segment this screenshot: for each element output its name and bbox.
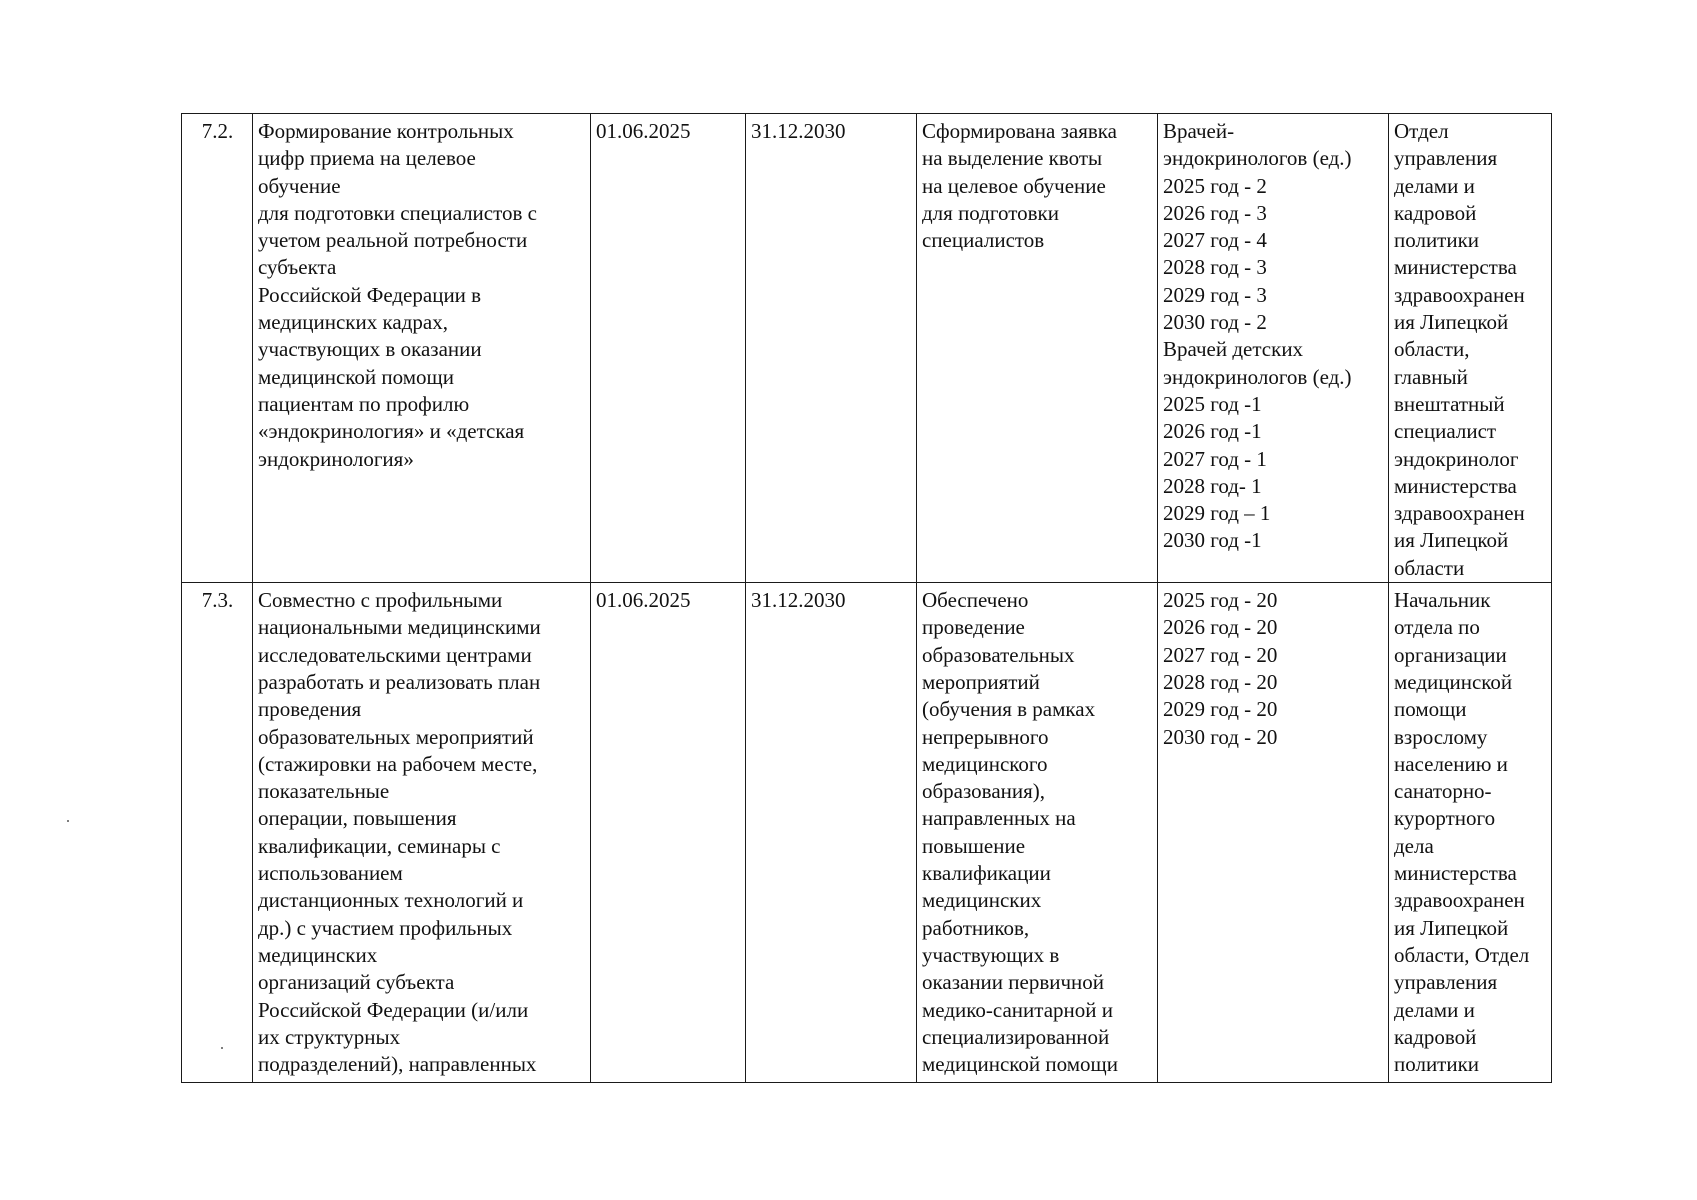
text-line: образовательных <box>922 642 1075 667</box>
responsible-party <box>1389 114 1552 583</box>
text-line: ия Липецкой <box>1394 528 1509 553</box>
text-line: делами и <box>1394 173 1475 198</box>
text-line: пациентам по профилю <box>258 391 470 416</box>
text-line: (обучения в рамках <box>922 697 1096 722</box>
text-line: санаторно- <box>1394 779 1492 804</box>
text-line: специалистов <box>922 228 1045 253</box>
text-line: на выделение квоты <box>922 146 1103 171</box>
text-line: 2026 год - 20 <box>1163 615 1278 640</box>
text-line: участвующих в <box>922 942 1060 967</box>
text-line: Начальник <box>1394 588 1491 613</box>
text-line: медицинской <box>1394 669 1513 694</box>
text-line: на целевое обучение <box>922 173 1106 198</box>
action-plan-table <box>181 113 1552 1083</box>
text-line: «эндокринология» и «детская <box>258 419 525 444</box>
text-line: проведение <box>922 615 1025 640</box>
start-date: 01.06.2025 <box>591 114 746 583</box>
text-line: взрослому <box>1394 724 1488 749</box>
text-line: проведения <box>258 697 362 722</box>
text-line: их структурных <box>258 1024 401 1049</box>
text-line: субъекта <box>258 255 337 280</box>
text-line: 2030 год - 2 <box>1163 310 1267 335</box>
expected-result <box>917 583 1158 1083</box>
text-line: 2029 год - 20 <box>1163 697 1278 722</box>
target-indicators <box>1158 114 1389 583</box>
text-line: обучение <box>258 173 341 198</box>
text-line: помощи <box>1394 697 1467 722</box>
text-line: внештатный <box>1394 391 1505 416</box>
text-line: кадровой <box>1394 200 1477 225</box>
text-line: учетом реальной потребности <box>258 228 528 253</box>
text-line: управления <box>1394 146 1498 171</box>
text-line: главный <box>1394 364 1468 389</box>
text-line: операции, повышения <box>258 806 457 831</box>
text-line: использованием <box>258 861 403 886</box>
text-line: Врачей- <box>1163 119 1235 143</box>
text-line: дистанционных технологий и <box>258 888 524 913</box>
text-line: 2029 год – 1 <box>1163 501 1271 526</box>
text-line: специалист <box>1394 419 1497 444</box>
text-line: организации <box>1394 642 1507 667</box>
text-line: ия Липецкой <box>1394 310 1509 335</box>
text-line: эндокринологов (ед.) <box>1163 364 1352 389</box>
text-line: населению и <box>1394 751 1508 776</box>
text-line: министерства <box>1394 473 1517 498</box>
text-line: 2027 год - 1 <box>1163 446 1267 471</box>
text-line: показательные <box>258 779 390 804</box>
text-line: эндокринологов (ед.) <box>1163 146 1352 171</box>
text-line: мероприятий <box>922 669 1040 694</box>
text-line: цифр приема на целевое <box>258 146 476 171</box>
text-line: 2025 год -1 <box>1163 391 1262 416</box>
text-line: участвующих в оказании <box>258 337 482 362</box>
text-line: Сформирована заявка <box>922 119 1117 143</box>
text-line: др.) с участием профильных <box>258 915 513 940</box>
task-description <box>253 114 591 583</box>
text-line: медицинских <box>922 888 1042 913</box>
text-line: 2028 год - 3 <box>1163 255 1267 280</box>
text-line: области <box>1394 555 1465 580</box>
text-line: для подготовки <box>922 200 1059 225</box>
task-description <box>253 583 591 1083</box>
text-line: 2030 год - 20 <box>1163 724 1278 749</box>
text-line: 2026 год - 3 <box>1163 200 1267 225</box>
end-date: 31.12.2030 <box>746 583 917 1083</box>
scan-speck <box>67 820 69 822</box>
text-line: 2028 год- 1 <box>1163 473 1262 498</box>
text-line: работников, <box>922 915 1030 940</box>
text-line: области, <box>1394 337 1470 362</box>
text-line: отдела по <box>1394 615 1480 640</box>
text-line: Формирование контрольных <box>258 119 514 143</box>
start-date: 01.06.2025 <box>591 583 746 1083</box>
item-number: 7.3. <box>182 583 253 1083</box>
text-line: Врачей детских <box>1163 337 1304 362</box>
text-line: для подготовки специалистов с <box>258 200 537 225</box>
text-line: квалификации, семинары с <box>258 833 501 858</box>
text-line: 2026 год -1 <box>1163 419 1262 444</box>
text-line: направленных на <box>922 806 1076 831</box>
text-line: медицинских кадрах, <box>258 310 448 335</box>
text-line: 2029 год - 3 <box>1163 282 1267 307</box>
text-line: политики <box>1394 228 1480 253</box>
text-line: медицинских <box>258 942 378 967</box>
text-line: повышение <box>922 833 1026 858</box>
text-line: непрерывного <box>922 724 1049 749</box>
text-line: образовательных мероприятий <box>258 724 534 749</box>
target-indicators <box>1158 583 1389 1083</box>
text-line: здравоохранен <box>1394 888 1525 913</box>
text-line: эндокринолог <box>1394 446 1519 471</box>
text-line: управления <box>1394 970 1498 995</box>
end-date: 31.12.2030 <box>746 114 917 583</box>
text-line: здравоохранен <box>1394 282 1525 307</box>
text-line: организаций субъекта <box>258 970 455 995</box>
text-line: 2027 год - 4 <box>1163 228 1267 253</box>
table-row <box>182 114 1552 583</box>
text-line: 2025 год - 2 <box>1163 173 1267 198</box>
text-line: министерства <box>1394 255 1517 280</box>
text-line: 2025 год - 20 <box>1163 588 1278 613</box>
expected-result <box>917 114 1158 583</box>
text-line: Обеспечено <box>922 588 1029 613</box>
text-line: кадровой <box>1394 1024 1477 1049</box>
item-number: 7.2. <box>182 114 253 583</box>
text-line: образования), <box>922 779 1046 804</box>
text-line: 2030 год -1 <box>1163 528 1262 553</box>
text-line: Российской Федерации в <box>258 282 482 307</box>
text-line: Отдел <box>1394 119 1449 143</box>
text-line: оказании первичной <box>922 970 1105 995</box>
text-line: национальными медицинскими <box>258 615 541 640</box>
text-line: курортного <box>1394 806 1496 831</box>
text-line: эндокринология» <box>258 446 414 471</box>
text-line: министерства <box>1394 861 1517 886</box>
text-line: специализированной <box>922 1024 1110 1049</box>
text-line: Российской Федерации (и/или <box>258 997 529 1022</box>
text-line: квалификации <box>922 861 1051 886</box>
responsible-party <box>1389 583 1552 1083</box>
text-line: 2028 год - 20 <box>1163 669 1278 694</box>
text-line: медико-санитарной и <box>922 997 1113 1022</box>
text-line: делами и <box>1394 997 1475 1022</box>
text-line: ия Липецкой <box>1394 915 1509 940</box>
text-line: области, Отдел <box>1394 942 1530 967</box>
text-line: (стажировки на рабочем месте, <box>258 751 538 776</box>
text-line: медицинского <box>922 751 1048 776</box>
text-line: медицинской помощи <box>922 1052 1118 1077</box>
text-line: медицинской помощи <box>258 364 454 389</box>
text-line: дела <box>1394 833 1434 858</box>
text-line: разработать и реализовать план <box>258 669 541 694</box>
text-line: подразделений), направленных <box>258 1052 537 1077</box>
text-line: здравоохранен <box>1394 501 1525 526</box>
text-line: политики <box>1394 1052 1480 1077</box>
table-row <box>182 583 1552 1083</box>
text-line: Совместно с профильными <box>258 588 503 613</box>
text-line: исследовательскими центрами <box>258 642 532 667</box>
text-line: 2027 год - 20 <box>1163 642 1278 667</box>
